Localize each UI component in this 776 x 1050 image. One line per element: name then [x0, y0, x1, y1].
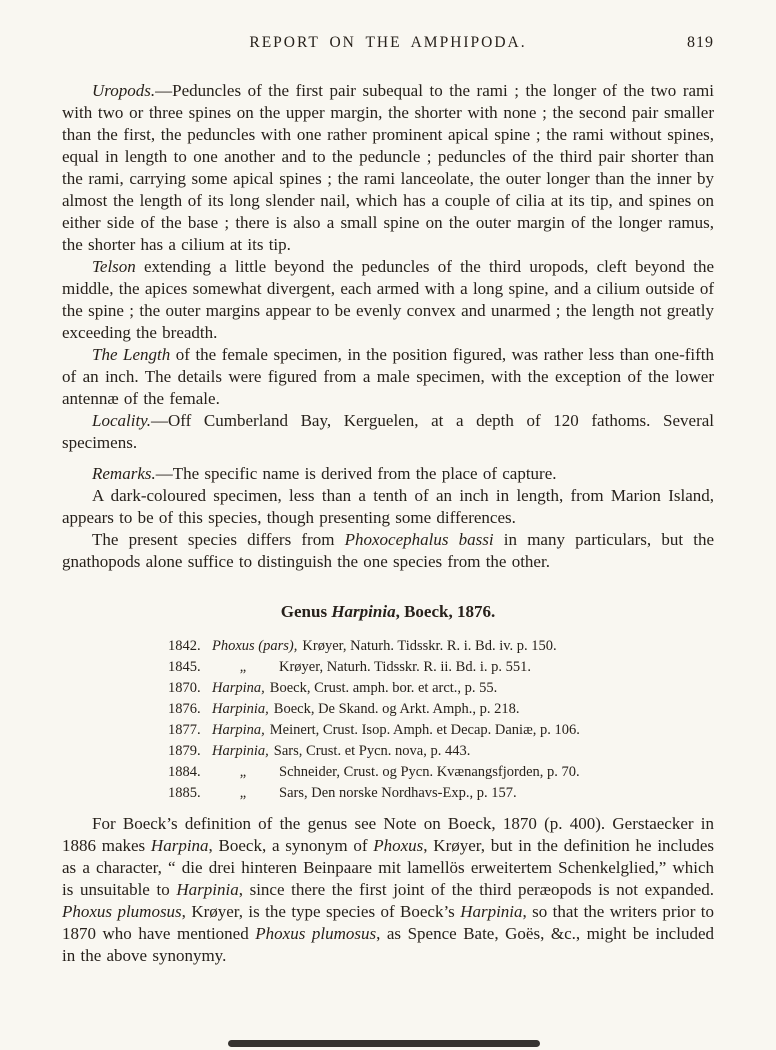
text-segment: Genus — [280, 602, 332, 621]
text-segment: Harpinia — [176, 880, 239, 899]
synonymy-reference: Sars, Crust. et Pycn. nova, p. 443. — [273, 743, 471, 759]
paragraph-dark-coloured-specimen — [62, 485, 714, 529]
synonymy-reference: Meinert, Crust. Isop. Amph. et Decap. Daniæ, p. 106. — [269, 722, 580, 738]
text-segment: , so that the writers prior to 1870 who have mentioned — [62, 902, 714, 943]
paragraph-uropods — [62, 80, 714, 256]
synonymy-ditto-mark: „ — [239, 659, 247, 675]
text-segment: , Boeck, a synonym of — [208, 836, 374, 855]
synonymy-entry — [168, 699, 714, 720]
synonymy-reference: Krøyer, Naturh. Tidsskr. R. ii. Bd. i. p. 551. — [279, 659, 531, 675]
text-segment: Harpina — [150, 836, 209, 855]
synonymy-year: 1884. — [168, 764, 201, 780]
text-segment: For Boeck’s definition of the genus see Note on Boeck, 1870 (p. 400). Gerstaecker in 1886 makes — [62, 814, 714, 855]
synonymy-year: 1842. — [168, 638, 201, 654]
synonymy-reference: Boeck, De Skand. og Arkt. Amph., p. 218. — [273, 701, 520, 717]
genus-heading — [62, 601, 714, 623]
synonymy-genus-name: Harpinia, — [212, 743, 269, 759]
text-segment: —Off Cumberland Bay, Kerguelen, at a depth of 120 fathoms. Several specimens. — [62, 411, 714, 452]
text-segment: , Boeck, 1876. — [395, 602, 496, 621]
synonymy-entry — [168, 720, 714, 741]
synonymy-entry — [168, 636, 714, 657]
text-segment: , since there the first joint of the third peræopods is not expanded. — [238, 880, 714, 899]
paragraph-boeck-definition — [62, 813, 714, 967]
paragraph-length — [62, 344, 714, 410]
synonymy-entry — [168, 678, 714, 699]
text-segment: in many particulars, but the gnathopods alone suffice to distinguish the one species from the other. — [62, 530, 714, 571]
synonymy-year: 1845. — [168, 659, 201, 675]
synonymy-entry — [168, 762, 714, 783]
synonymy-reference: Boeck, Crust. amph. bor. et arct., p. 55. — [269, 680, 498, 696]
synonymy-reference: Krøyer, Naturh. Tidsskr. R. i. Bd. iv. p. 150. — [302, 638, 557, 654]
synonymy-genus-name: Harpina, — [212, 722, 265, 738]
text-segment: The Length — [92, 345, 171, 364]
text-segment: The present species differs from — [92, 530, 345, 549]
synonymy-entry — [168, 741, 714, 762]
synonymy-reference: Schneider, Crust. og Pycn. Kvænangsfjorden, p. 70. — [279, 764, 580, 780]
text-segment: —Peduncles of the first pair subequal to the rami ; the longer of the two rami with two or three spines on the upper margin, the shorter with none ; the second pair smaller than the first, the peduncles with one rather prominent apical spine ; the rami without spines, equal in length to one another and to the peduncle ; peduncles of the third pair shorter than the rami, carrying some apical spines ; the rami lanceolate, the outer longer than the inner by almost the length of its long slender nail, which has a couple of cilia at its tip, and spines on either side of the base ; there is also a small spine on the outer margin of the longer ramus, the shorter has a cilium at its tip. — [62, 81, 714, 254]
text-segment: extending a little beyond the peduncles of the third uropods, cleft beyond the middle, the apices somewhat divergent, each armed with a long spine, and a cilium outside of the spine ; the outer margins appear to be evenly convex and unarmed ; the length not greatly exceeding the breadth. — [62, 257, 714, 342]
text-segment: , Krøyer, but in the definition he includes as a character, “ die drei hinteren Beinpaare mit lamellös erweitertem Schenkelglied,” which is unsuitable to — [62, 836, 714, 899]
synonymy-entry — [168, 783, 714, 804]
text-segment: Locality. — [92, 411, 152, 430]
synonymy-genus-name: Harpinia, — [212, 701, 269, 717]
synonymy-year: 1877. — [168, 722, 201, 738]
page-number: 819 — [687, 34, 714, 51]
synonymy-year: 1876. — [168, 701, 201, 717]
synonymy-ditto-mark: „ — [239, 764, 247, 780]
text-segment: , Krøyer, is the type species of Boeck’s — [181, 902, 461, 921]
text-segment: Phoxus plumosus — [255, 924, 377, 943]
text-segment: Uropods. — [92, 81, 156, 100]
synonymy-ditto-mark: „ — [239, 785, 247, 801]
synonymy-year: 1870. — [168, 680, 201, 696]
text-segment: Harpinia — [331, 602, 396, 621]
synonymy-genus-name: Harpina, — [212, 680, 265, 696]
running-title: REPORT ON THE AMPHIPODA. — [249, 34, 527, 51]
synonymy-year: 1885. — [168, 785, 201, 801]
page-header — [62, 34, 714, 54]
text-segment: Phoxus — [373, 836, 424, 855]
text-segment: A dark-coloured specimen, less than a tenth of an inch in length, from Marion Island, appears to be of this species, though presenting some differences. — [62, 486, 714, 527]
synonymy-year: 1879. — [168, 743, 201, 759]
synonymy-entry — [168, 657, 714, 678]
text-segment: Phoxocephalus bassi — [344, 530, 494, 549]
text-segment: Remarks. — [92, 464, 156, 483]
page-body — [62, 80, 714, 967]
paragraph-species-comparison — [62, 529, 714, 573]
paragraph-telson — [62, 256, 714, 344]
text-segment: —The specific name is derived from the place of capture. — [155, 464, 557, 483]
text-segment: Telson — [92, 257, 136, 276]
scan-edge-artifact — [228, 1040, 540, 1047]
synonymy-genus-name: Phoxus (pars), — [212, 638, 298, 654]
synonymy-reference: Sars, Den norske Nordhavs-Exp., p. 157. — [279, 785, 517, 801]
text-segment: Phoxus plumosus — [62, 902, 182, 921]
paragraph-remarks — [62, 463, 714, 485]
synonymy-list — [168, 636, 714, 804]
text-segment: , as Spence Bate, Goës, &c., might be included in the above synonymy. — [62, 924, 714, 965]
text-segment: Harpinia — [460, 902, 523, 921]
text-segment: of the female specimen, in the position figured, was rather less than one-fifth of an inch. The details were figured from a male specimen, with the exception of the lower antennæ of the female. — [62, 345, 714, 408]
paragraph-locality — [62, 410, 714, 454]
